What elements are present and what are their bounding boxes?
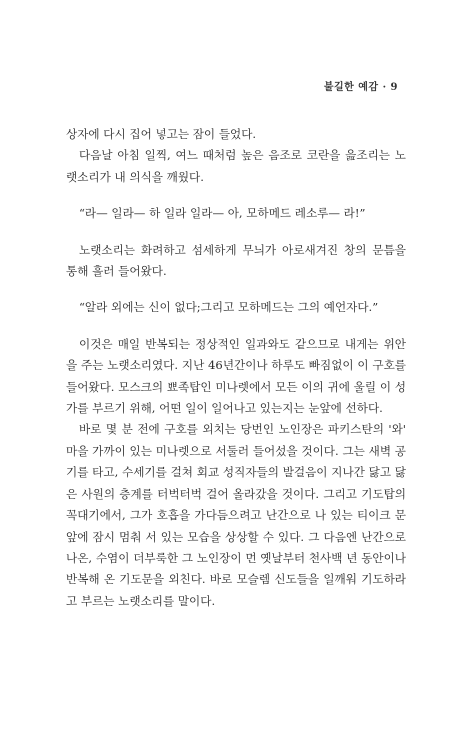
quote-shahada: “알라 외에는 신이 없다;그리고 모하메드는 그의 예언자다.” bbox=[79, 300, 379, 315]
paragraph-muezzin: 바로 몇 분 전에 구호를 외치는 당번인 노인장은 파키스탄의 '와' 마을 가까이 있는 미나렛으로 서둘러 들어섰을 것이다. 그는 새벽 공기를 타고, 수세기를 걸쳐 회교 성직자들의 발걸음이 지나간 닳고 닳은 사원의 층계를 터벅터벅 걸어 올라갔을 것이다. 그리고 기도탑의 꼭대기에서, 그가 호흡을 가다듬으려고 난간으로 나 있는 티이크 문 앞에 잠시 멈춰 서 있는 모습을 상상할 수 있다. 그 다음엔 난간으로 나온, 수염이 더부룩한 그 노인장이 먼 옛날부터 천사백 년 동안이나 반복해 온 기도문을 외친다. 바로 모슬렘 신도들을 일깨워 기도하라고 부르는 노랫소리를 말이다. bbox=[66, 422, 406, 608]
paragraph-routine: 이것은 매일 반복되는 정상적인 일과와도 같으므로 내게는 위안을 주는 노랫소리였다. 지난 46년간이나 하루도 빠짐없이 이 구호를 들어왔다. 모스크의 뾰족탑인 미나렛에서 모든 이의 귀에 울릴 이 성가를 부르기 위해, 어떤 일이 일어나고 있는지는 눈앞에 선하다. bbox=[66, 336, 406, 416]
paragraph-morning: 다음날 아침 일찍, 여느 때처럼 높은 음조로 코란을 읊조리는 노랫소리가 내 의식을 깨웠다. bbox=[66, 148, 406, 184]
quote-chant: “라— 일라— 하 일라 일라— 아, 모하메드 레소루— 라!” bbox=[79, 206, 366, 221]
paragraph-window: 노랫소리는 화려하고 섬세하게 무늬가 아로새겨진 창의 문틈을 통해 흘러 들어왔다. bbox=[66, 242, 406, 279]
paragraph-continuation: 상자에 다시 집어 넣고는 잠이 들었다. bbox=[66, 127, 257, 141]
body-text bbox=[66, 124, 406, 612]
running-head: 불길한 예감 · 9 bbox=[323, 82, 398, 93]
